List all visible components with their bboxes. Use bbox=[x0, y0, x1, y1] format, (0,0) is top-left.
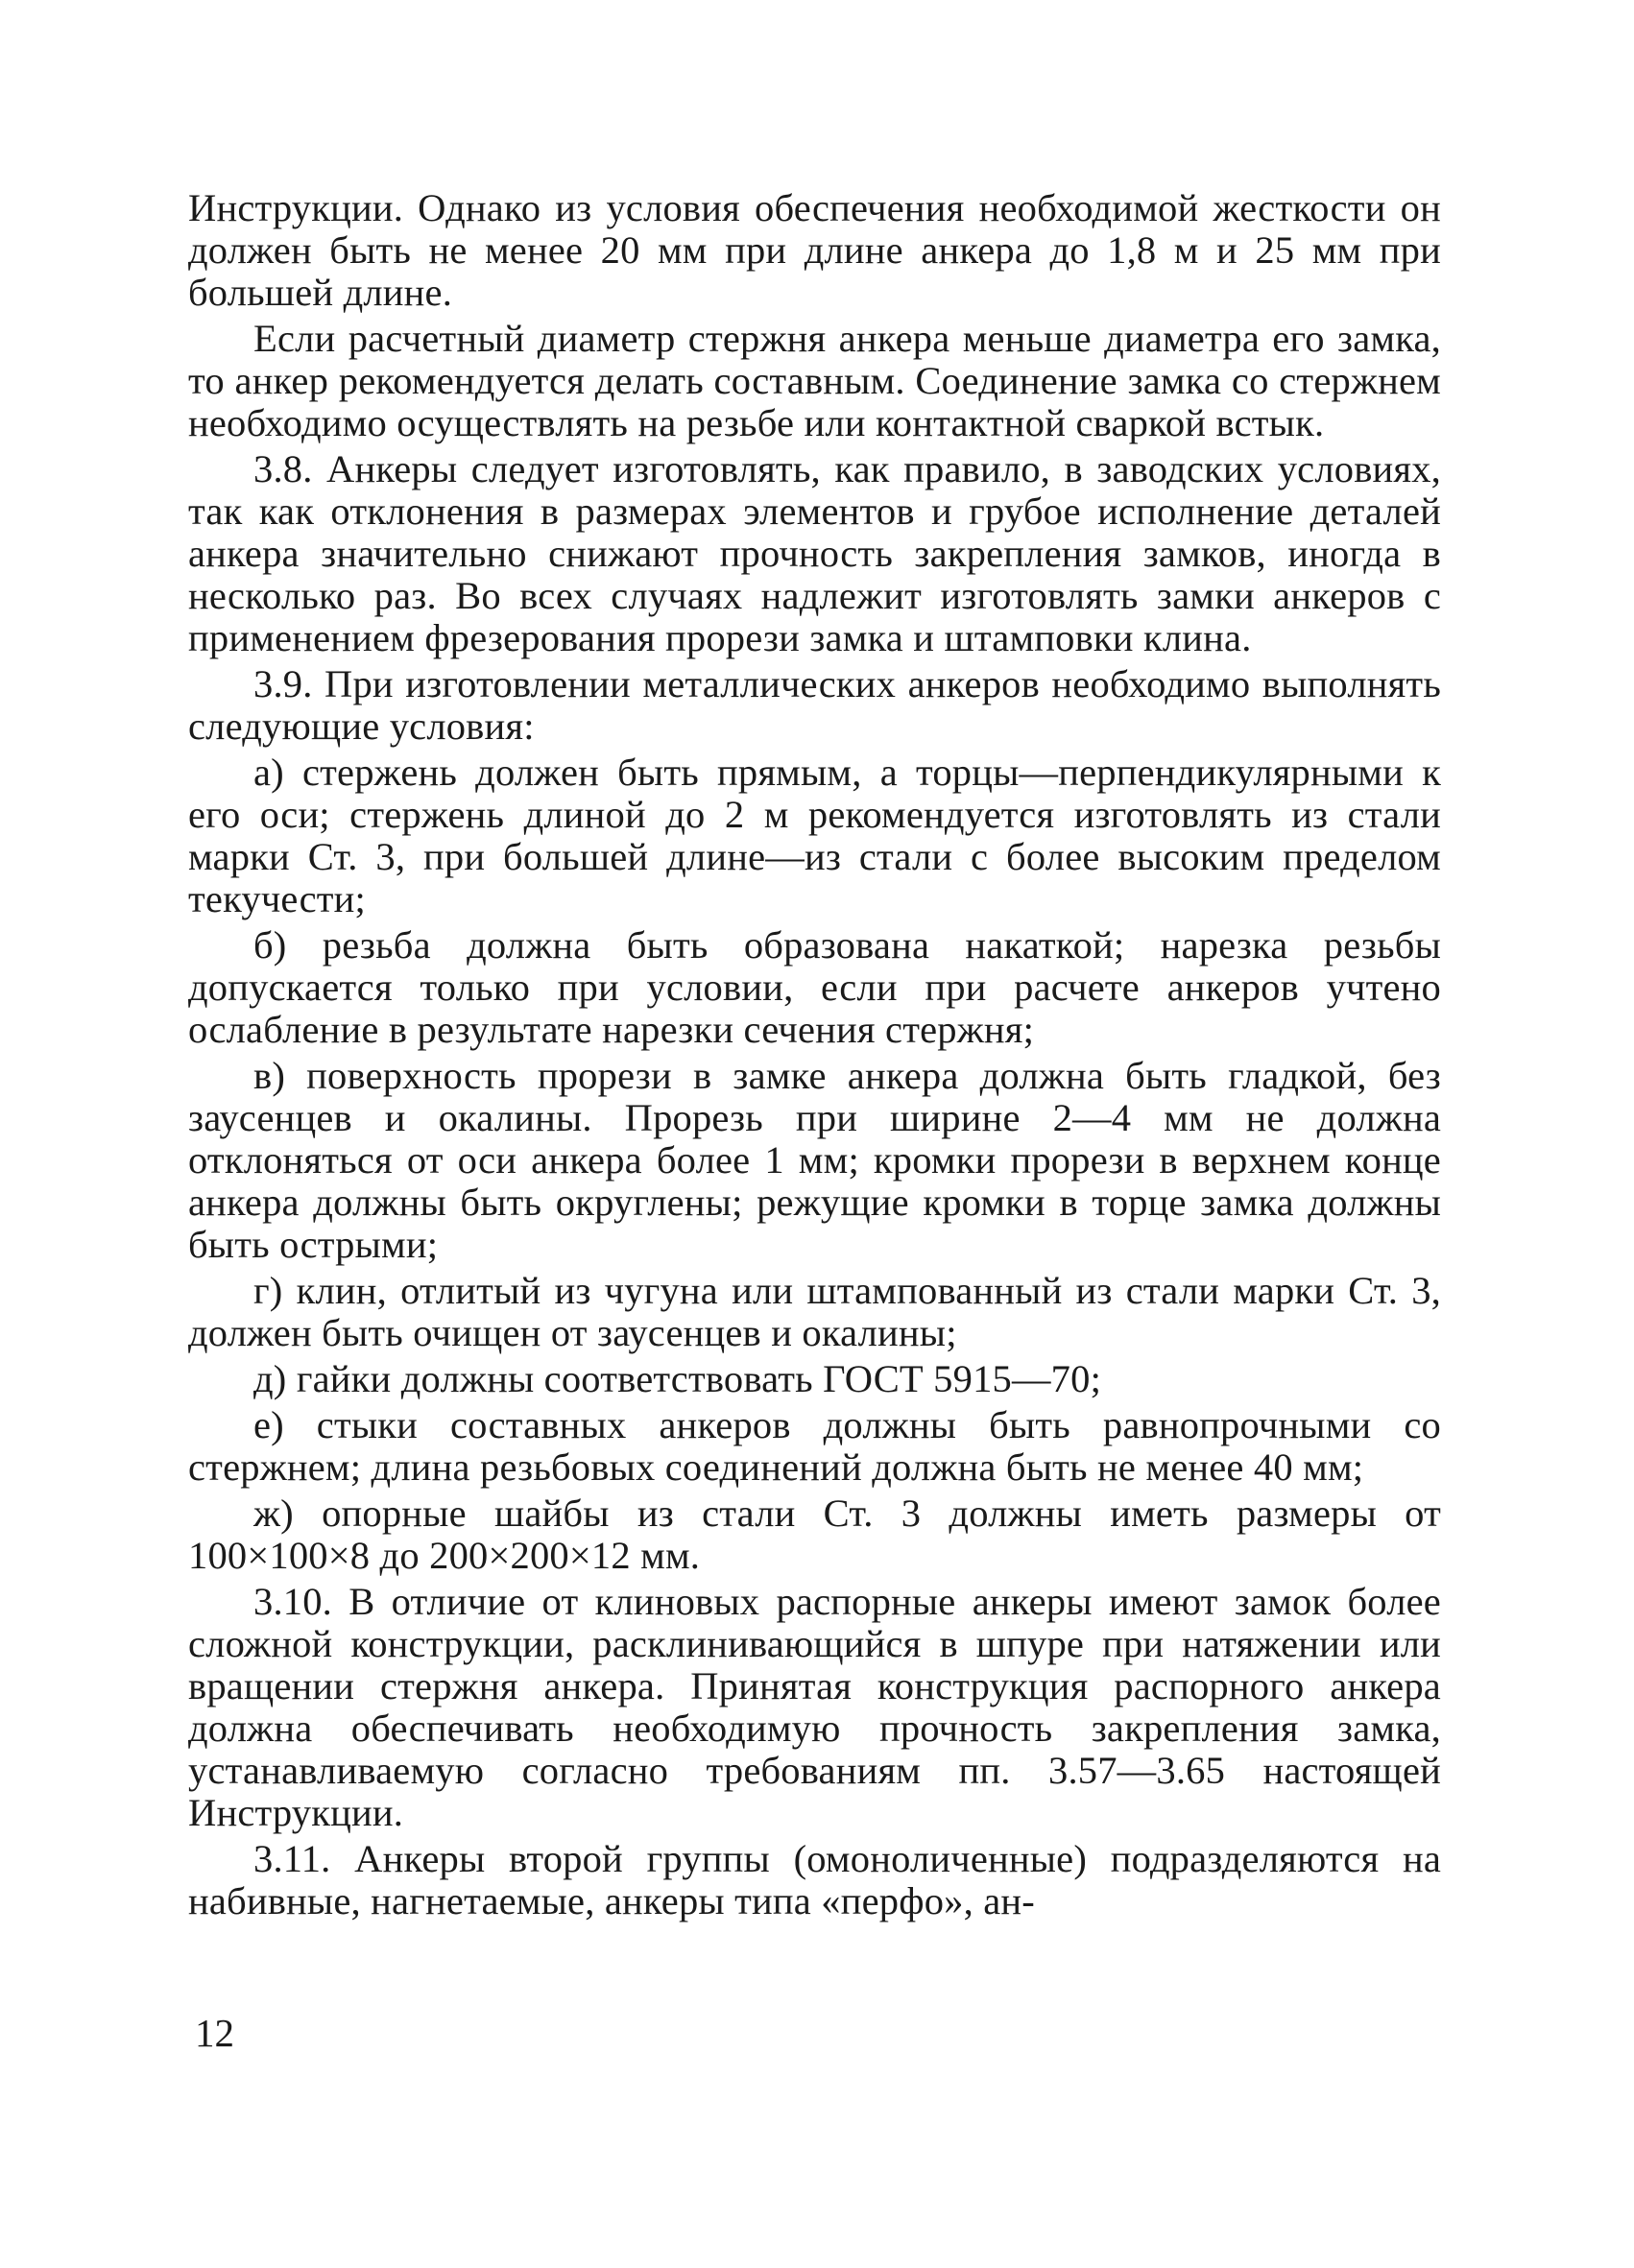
list-item-zh: ж) опорные шайбы из стали Ст. 3 должны иметь размеры от 100×100×8 до 200×200×12 мм. bbox=[188, 1492, 1441, 1577]
page-body bbox=[188, 187, 1441, 1922]
list-item-a: а) стержень должен быть прямым, а торцы—перпендикулярными к его оси; стержень длиной до 2 м рекомендуется изготовлять из стали марки Ст. 3, при большей длине—из стали с более высоким пределом текучести; bbox=[188, 751, 1441, 920]
list-item-b: б) резьба должна быть образована накаткой; нарезка резьбы допускается только при условии, если при расчете анкеров учтено ослабление в результате нарезки сечения стержня; bbox=[188, 923, 1441, 1051]
paragraph-section-3-10: 3.10. В отличие от клиновых распорные анкеры имеют замок более сложной конструкции, расклинивающийся в шпуре при натяжении или вращении стержня анкера. Принятая конструкция распорного анкера должна обеспечивать необходимую прочность закрепления замка, устанавливаемую согласно требованиям пп. 3.57—3.65 настоящей Инструкции. bbox=[188, 1580, 1441, 1834]
page-number: 12 bbox=[195, 2011, 234, 2055]
paragraph-composite-anchor: Если расчетный диаметр стержня анкера меньше диаметра его замка, то анкер рекомендуется делать составным. Соединение замка со стержнем необходимо осуществлять на резьбе или контактной сваркой встык. bbox=[188, 317, 1441, 444]
list-item-g: г) клин, отлитый из чугуна или штампованный из стали марки Ст. 3, должен быть очищен от заусенцев и окалины; bbox=[188, 1269, 1441, 1354]
paragraph-section-3-8: 3.8. Анкеры следует изготовлять, как правило, в заводских условиях, так как отклонения в размерах элементов и грубое исполнение деталей анкера значительно снижают прочность закрепления замков, иногда в несколько раз. Во всех случаях надлежит изготовлять замки анкеров с применением фрезерования прорези замка и штамповки клина. bbox=[188, 447, 1441, 659]
list-item-d: д) гайки должны соответствовать ГОСТ 5915—70; bbox=[253, 1357, 1102, 1400]
list-item-e: е) стыки составных анкеров должны быть равнопрочными со стержнем; длина резьбовых соединений должна быть не менее 40 мм; bbox=[188, 1403, 1441, 1489]
list-item-v: в) поверхность прорези в замке анкера должна быть гладкой, без заусенцев и окалины. Прорезь при ширине 2—4 мм не должна отклоняться от оси анкера более 1 мм; кромки прорези в верхнем конце анкера должны быть округлены; режущие кромки в торце замка должны быть острыми; bbox=[188, 1054, 1441, 1266]
paragraph-section-3-11: 3.11. Анкеры второй группы (омоноличенные) подразделяются на набивные, нагнетаемые, анкеры типа «перфо», ан- bbox=[188, 1837, 1441, 1922]
paragraph-continuation: Инструкции. Однако из условия обеспечения необходимой жесткости он должен быть не менее 20 мм при длине анкера до 1,8 м и 25 мм при большей длине. bbox=[188, 186, 1441, 314]
paragraph-section-3-9: 3.9. При изготовлении металлических анкеров необходимо выполнять следующие условия: bbox=[188, 662, 1441, 748]
